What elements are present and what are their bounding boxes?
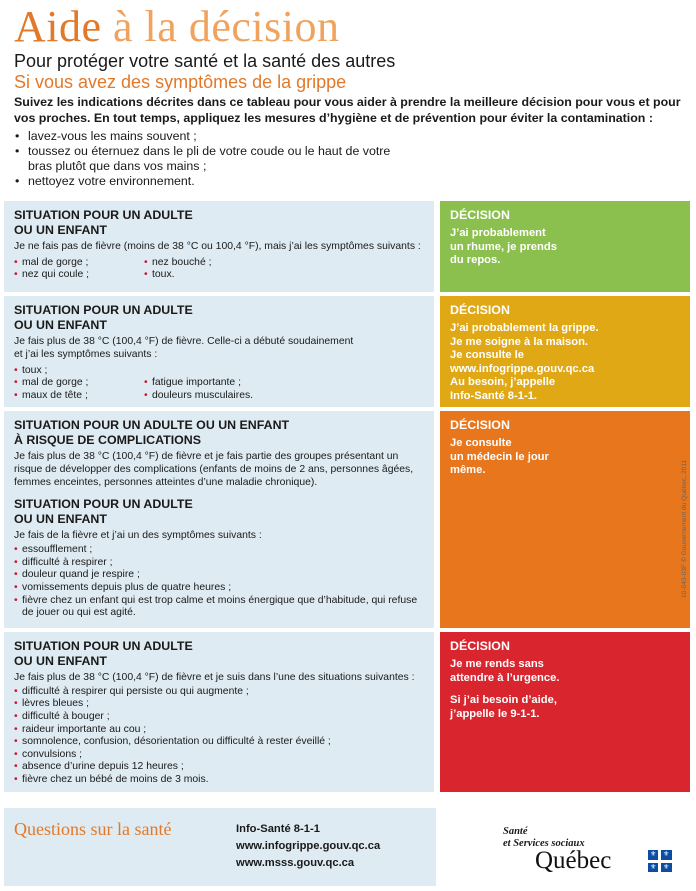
spacer xyxy=(450,685,680,694)
list-item: • somnolence, confusion, désorientation ou difficulté à rester éveillé ; xyxy=(14,736,424,749)
list-item: • nez qui coule ; xyxy=(14,269,144,282)
decision-line: un rhume, je prends xyxy=(450,240,557,253)
logo-wordmark: Québec xyxy=(535,847,612,874)
footer-heading: Questions sur la santé xyxy=(14,819,172,839)
title-part1: Aide xyxy=(14,2,102,51)
situation-description: Je fais plus de 38 °C (100,4 °F) de fièvre et je suis dans l’une des situations suivantes : xyxy=(14,672,415,683)
decision-title: DÉCISION xyxy=(450,639,510,653)
decision-panel xyxy=(440,296,690,407)
situation-description: Je fais plus de 38 °C (100,4 °F) de fièvre et je fais partie des groupes présentant un risque de développer des complications (enfants de moins de 2 ans, personnes âgées, femmes enceintes, personnes atteintes d’une maladie chronique). xyxy=(14,451,414,488)
decision-line: Je consulte le xyxy=(450,349,524,362)
fleur-de-lis-icon: ⚜ xyxy=(650,851,657,858)
description-line: et j’ai les symptômes suivants : xyxy=(14,348,158,360)
hygiene-list xyxy=(14,129,686,189)
msss-link[interactable]: www.msss.gouv.qc.ca xyxy=(236,857,355,869)
info-sante-link[interactable]: Info-Santé 8-1-1 xyxy=(236,823,320,835)
symptom-list xyxy=(14,365,424,378)
decision-title: DÉCISION xyxy=(450,303,510,317)
header xyxy=(14,4,686,189)
situation-title: OU UN ENFANT xyxy=(14,318,107,332)
fleur-de-lis-icon: ⚜ xyxy=(663,851,670,858)
decision-line: attendre à l’urgence. xyxy=(450,671,560,684)
decision-line: Info-Santé 8-1-1. xyxy=(450,389,538,402)
symptom-list xyxy=(14,257,424,282)
decision-panel xyxy=(440,411,690,628)
situation-panel xyxy=(4,411,434,628)
fleur-de-lis-icon: ⚜ xyxy=(650,864,657,871)
footer-panel xyxy=(4,808,436,886)
page-subtitle-symptoms: Si vous avez des symptômes de la grippe xyxy=(14,72,347,92)
list-item: • fièvre chez un bébé de moins de 3 mois. xyxy=(14,774,424,787)
decision-line: même. xyxy=(450,464,486,477)
decision-row-4 xyxy=(4,632,690,792)
decision-line: www.infogrippe.gouv.qc.ca xyxy=(450,362,595,375)
situation-description: Je fais de la fièvre et j’ai un des symptômes suivants : xyxy=(14,530,262,542)
decision-line: Si j’ai besoin d’aide, xyxy=(450,694,557,707)
symptom-list xyxy=(14,686,424,787)
continuation-text: bras plutôt que dans vos mains ; xyxy=(28,159,207,173)
list-item: • fièvre chez un enfant qui est trop calme et moins énergique que d’habitude, qui refuse de jouer ou qui est agité. xyxy=(14,595,424,620)
list-item: • nez bouché ; xyxy=(144,257,274,270)
list-item: • toussez ou éternuez dans le pli de votre coude ou le haut de votre xyxy=(14,144,686,159)
quebec-flag-icon xyxy=(648,850,672,872)
situation-panel xyxy=(4,632,434,792)
list-item: • toux. xyxy=(144,269,274,282)
list-item-continuation xyxy=(14,159,686,174)
footer-links xyxy=(236,821,380,872)
decision-row-1 xyxy=(4,201,690,292)
situation-title: OU UN ENFANT xyxy=(14,223,107,237)
decision-panel xyxy=(440,201,690,292)
logo-line: Santé xyxy=(503,826,528,837)
page-subtitle: Pour protéger votre santé et la santé des autres xyxy=(14,51,396,71)
situation-title: SITUATION POUR UN ADULTE xyxy=(14,303,193,317)
symptom-list xyxy=(14,377,424,402)
decision-title: DÉCISION xyxy=(450,208,510,222)
list-item: • douleur quand je respire ; xyxy=(14,569,424,582)
list-item: • raideur importante au cou ; xyxy=(14,724,424,737)
decision-line: J’ai probablement la grippe. xyxy=(450,322,599,334)
situation-title: SITUATION POUR UN ADULTE xyxy=(14,208,193,222)
situation-panel xyxy=(4,296,434,407)
decision-line: Je me soigne à la maison. xyxy=(450,335,589,348)
description-line: Je fais plus de 38 °C (100,4 °F) de fièvre. Celle-ci a débuté soudainement xyxy=(14,336,354,347)
situation-title: OU UN ENFANT xyxy=(14,654,107,668)
spacer xyxy=(14,489,424,497)
decision-row-3 xyxy=(4,411,690,628)
list-item: • douleurs musculaires. xyxy=(144,390,274,403)
list-item: • lavez-vous les mains souvent ; xyxy=(14,129,686,144)
situation-title: SITUATION POUR UN ADULTE OU UN ENFANT xyxy=(14,418,290,432)
list-item: • nettoyez votre environnement. xyxy=(14,174,686,189)
situation-title: SITUATION POUR UN ADULTE xyxy=(14,639,193,653)
list-item: • difficulté à bouger ; xyxy=(14,711,424,724)
list-item: • mal de gorge ; xyxy=(14,257,144,270)
decision-title: DÉCISION xyxy=(450,418,510,432)
decision-line: j’appelle le 9-1-1. xyxy=(450,707,540,720)
situation-title: OU UN ENFANT xyxy=(14,512,107,527)
infogrippe-link[interactable]: www.infogrippe.gouv.qc.ca xyxy=(236,840,381,852)
logo-line: et Services sociaux xyxy=(503,838,585,849)
list-item: • difficulté à respirer qui persiste ou qui augmente ; xyxy=(14,686,424,699)
symptom-list xyxy=(14,544,424,620)
fleur-de-lis-icon: ⚜ xyxy=(663,864,670,871)
decision-line: du repos. xyxy=(450,254,501,267)
list-item: • essoufflement ; xyxy=(14,544,424,557)
situation-panel xyxy=(4,201,434,292)
side-credit: 10-043-03F © Gouvernement du Québec, 2011 xyxy=(681,459,688,598)
decision-line: Je consulte xyxy=(450,437,512,449)
quebec-logo xyxy=(503,826,673,886)
list-item: • toux ; xyxy=(14,365,424,378)
list-item: • maux de tête ; xyxy=(14,390,144,403)
page-title xyxy=(14,4,686,50)
list-item: • absence d’urine depuis 12 heures ; xyxy=(14,761,424,774)
situation-title: SITUATION POUR UN ADULTE xyxy=(14,497,193,512)
list-item: • convulsions ; xyxy=(14,749,424,762)
title-part2: à la décision xyxy=(101,2,340,51)
situation-description xyxy=(14,336,424,362)
list-item: • difficulté à respirer ; xyxy=(14,557,424,570)
decision-line: Au besoin, j’appelle xyxy=(450,376,556,389)
decision-row-2 xyxy=(4,296,690,407)
decision-line: J’ai probablement xyxy=(450,227,546,239)
decision-line: Je me rends sans xyxy=(450,658,544,670)
list-item: • fatigue importante ; xyxy=(144,377,274,390)
decision-line: un médecin le jour xyxy=(450,450,549,463)
intro-text: Suivez les indications décrites dans ce tableau pour vous aider à prendre la meilleure décision pour vous et pour vos proches. En tout temps, appliquez les mesures d’hygiène et de prévention pour éviter la contamination : xyxy=(14,95,681,125)
list-item: • vomissements depuis plus de quatre heures ; xyxy=(14,582,424,595)
situation-description: Je ne fais pas de fièvre (moins de 38 °C ou 100,4 °F), mais j’ai les symptômes suivants : xyxy=(14,241,421,252)
list-item: • lèvres bleues ; xyxy=(14,698,424,711)
decision-panel xyxy=(440,632,690,792)
list-item: • mal de gorge ; xyxy=(14,377,144,390)
situation-title: À RISQUE DE COMPLICATIONS xyxy=(14,433,202,447)
